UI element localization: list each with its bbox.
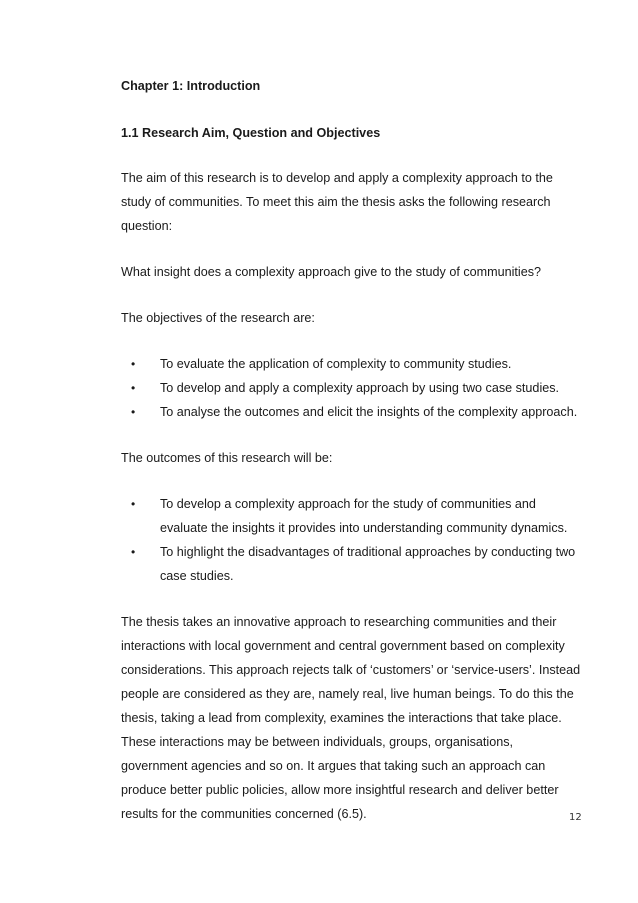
objectives-intro-text: The objectives of the research are:	[121, 311, 315, 325]
aim-line: question:	[121, 219, 173, 233]
closing-line: These interactions may be between individuals, groups, organisations,	[121, 735, 514, 749]
outcomes-list	[121, 492, 601, 588]
objectives-intro	[121, 306, 601, 330]
chapter-title: Chapter 1: Introduction	[121, 79, 261, 93]
list-item	[121, 540, 601, 588]
list-item-text: evaluate the insights it provides into understanding community dynamics.	[160, 521, 568, 535]
bullet-icon: •	[131, 381, 136, 395]
list-item-text: To develop a complexity approach for the study of communities and	[160, 497, 536, 511]
list-item-text: To develop and apply a complexity approach by using two case studies.	[160, 381, 560, 395]
closing-line: produce better public policies, allow more insightful research and deliver better	[121, 783, 559, 797]
outcomes-intro	[121, 446, 601, 470]
outcomes-intro-text: The outcomes of this research will be:	[121, 451, 333, 465]
bullet-icon: •	[131, 357, 136, 371]
list-item-text: To highlight the disadvantages of traditional approaches by conducting two	[160, 545, 576, 559]
bullet-icon: •	[131, 497, 136, 511]
section-title: 1.1 Research Aim, Question and Objectives	[121, 126, 381, 140]
list-item	[121, 352, 601, 376]
list-item	[121, 376, 601, 400]
closing-line: interactions with local government and central government based on complexity	[121, 639, 565, 653]
research-question	[121, 260, 601, 284]
closing-line: results for the communities concerned (6.5).	[121, 807, 367, 821]
list-item-text: To evaluate the application of complexity to community studies.	[160, 357, 512, 371]
objectives-list	[121, 352, 601, 424]
closing-line: thesis, taking a lead from complexity, examines the interactions that take place.	[121, 711, 562, 725]
list-item	[121, 492, 601, 540]
aim-line: The aim of this research is to develop and apply a complexity approach to the	[121, 171, 553, 185]
closing-line: people are considered as they are, namely real, live human beings. To do this the	[121, 687, 574, 701]
page-content	[121, 76, 601, 842]
aim-line: study of communities. To meet this aim the thesis asks the following research	[121, 195, 551, 209]
closing-line: considerations. This approach rejects talk of ‘customers’ or ‘service-users’. Instead	[121, 663, 581, 677]
closing-line: government agencies and so on. It argues that taking such an approach can	[121, 759, 546, 773]
list-item-text: case studies.	[160, 569, 234, 583]
question-text: What insight does a complexity approach give to the study of communities?	[121, 265, 542, 279]
list-item	[121, 400, 601, 424]
closing-paragraph	[121, 610, 601, 826]
closing-line: The thesis takes an innovative approach to researching communities and their	[121, 615, 557, 629]
bullet-icon: •	[131, 545, 136, 559]
aim-paragraph	[121, 166, 601, 238]
bullet-icon: •	[131, 405, 136, 419]
page-number: 12	[569, 812, 582, 823]
list-item-text: To analyse the outcomes and elicit the insights of the complexity approach.	[160, 405, 578, 419]
